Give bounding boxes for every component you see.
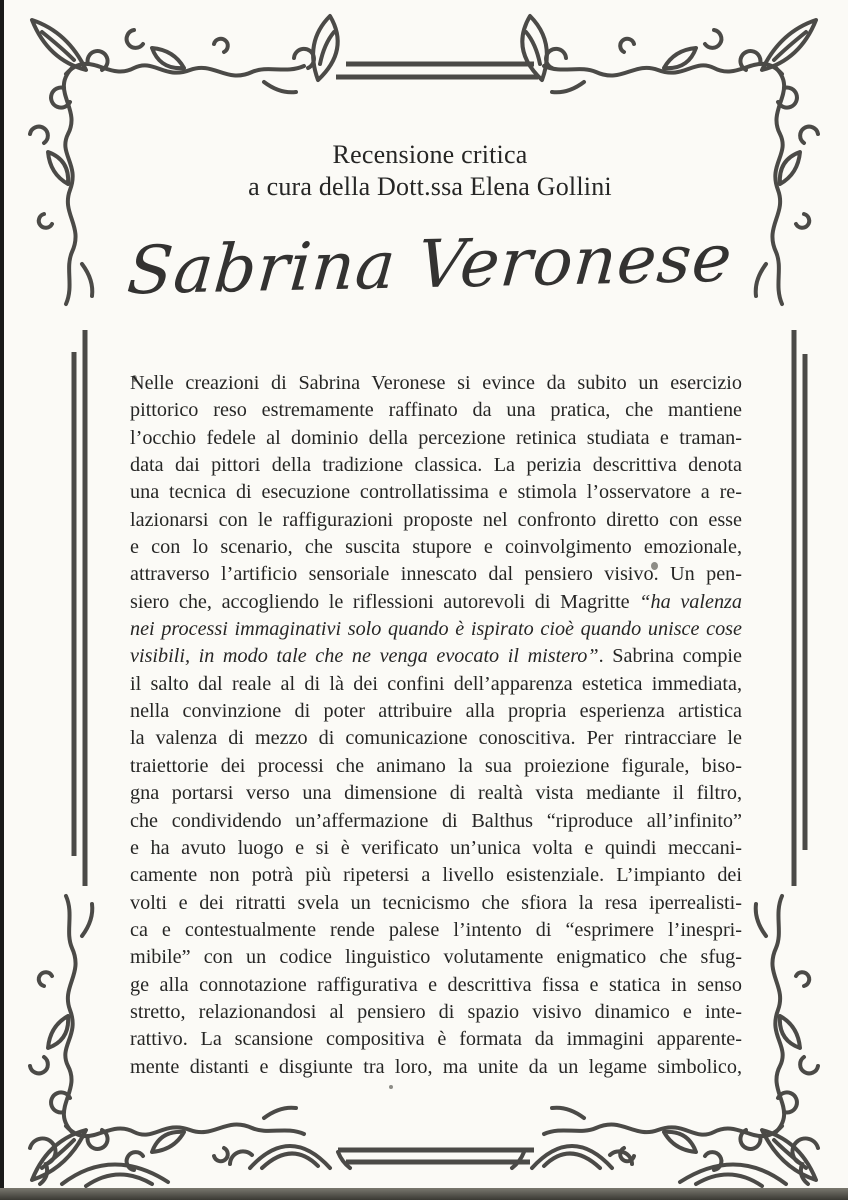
text-run: gna portarsi verso una dimensione di realtà vista mediante il filtro, [130, 782, 742, 805]
body-line [130, 1026, 742, 1053]
body-line [130, 972, 742, 999]
text-run: attraverso l’artificio sensoriale innescato dal pensiero visivo. Un pen- [130, 563, 742, 586]
text-run: che condividendo un’affermazione di Balthus “riproduce all’infinito” [130, 809, 742, 832]
text-run: nella convinzione di poter attribuire alla propria esperienza artistica [130, 700, 742, 723]
body-line [130, 671, 742, 698]
text-run: mente distanti e disgiunte tra loro, ma unite da un legame simbolico, [130, 1055, 742, 1078]
border-leaf-flourish-top [294, 16, 566, 80]
text-run: rattivo. La scansione compositiva è formata da immagini apparente- [130, 1028, 742, 1051]
text-run: . Sabrina compie [598, 645, 742, 668]
quote-italic-run: visibili, in modo tale che ne venga evocato il mistero” [130, 645, 599, 668]
body-line [130, 561, 742, 588]
body-line [130, 616, 742, 643]
ink-speck [389, 1085, 393, 1089]
body-line [130, 862, 742, 889]
body-line [130, 808, 742, 835]
body-line [130, 370, 742, 397]
artist-signature: Sabrina Veronese [124, 219, 736, 310]
body-line [130, 507, 742, 534]
body-line [130, 890, 742, 917]
body-line [130, 397, 742, 424]
body-line [130, 698, 742, 725]
text-run: data dai pittori della tradizione classica. La perizia descrittiva denota [130, 454, 742, 477]
body-line [130, 589, 742, 616]
body-line [130, 479, 742, 506]
body-line [130, 917, 742, 944]
text-run: il salto dal reale al di là dei confini dell’apparenza estetica immediata, [130, 672, 742, 695]
scan-edge-left [0, 0, 4, 1200]
review-header [16, 139, 844, 203]
body-line [130, 1054, 742, 1081]
text-run: lazionarsi con le raffigurazioni proposte nel confronto diretto con esse [130, 508, 742, 531]
body-line [130, 534, 742, 561]
text-run: la valenza di mezzo di comunicazione conoscitiva. Per rintracciare le [130, 727, 742, 750]
body-line [130, 999, 742, 1026]
text-run: traiettorie dei processi che animano la sua proiezione figurale, biso- [130, 754, 742, 777]
body-line [130, 643, 742, 670]
text-run: stretto, relazionandosi al pensiero di spazio visivo dinamico e inte- [130, 1000, 742, 1023]
text-run: e con lo scenario, che suscita stupore e coinvolgimento emozionale, [130, 536, 742, 559]
text-run: ca e contestualmente rende palese l’intento di “esprimere l’inespri- [130, 918, 742, 941]
quote-italic-run: “ha valenza [639, 590, 742, 613]
text-run: pittorico reso estremamente raffinato da una pratica, che mantiene [130, 399, 742, 422]
body-line [130, 425, 742, 452]
scan-edge-bottom [0, 1188, 848, 1200]
body-line [130, 753, 742, 780]
body-text [130, 370, 742, 1081]
body-line [130, 835, 742, 862]
text-run: una tecnica di esecuzione controllatissima e stimola l’osservatore a re- [130, 481, 742, 504]
text-run: e ha avuto luogo e si è verificato un’unica volta e quindi meccani- [130, 836, 742, 859]
body-line [130, 944, 742, 971]
text-run: volti e dei ritratti svela un tecnicismo che sfiora la resa iperrealisti- [130, 891, 742, 914]
text-run: mibile” con un codice linguistico volutamente enigmatico che sfug- [130, 946, 742, 969]
body-line [130, 780, 742, 807]
text-run: l’occhio fedele al dominio della percezione retinica studiata e traman- [130, 426, 742, 449]
text-run: camente non potrà più ripetersi a livello esistenziale. L’impianto dei [130, 864, 742, 887]
text-run: Nelle creazioni di Sabrina Veronese si evince da subito un esercizio [130, 372, 742, 394]
body-line [130, 452, 742, 479]
text-run: ge alla connotazione raffigurativa e descrittiva fissa e statica in senso [130, 973, 742, 996]
text-run: siero che, accogliendo le riflessioni autorevoli di Magritte [130, 590, 640, 613]
body-line [130, 725, 742, 752]
quote-italic-run: nei processi immaginativi solo quando è ispirato cioè quando unisce cose [130, 618, 742, 641]
page-subtitle: a cura della Dott.ssa Elena Gollini [248, 172, 612, 201]
page-title: Recensione critica [332, 140, 528, 169]
